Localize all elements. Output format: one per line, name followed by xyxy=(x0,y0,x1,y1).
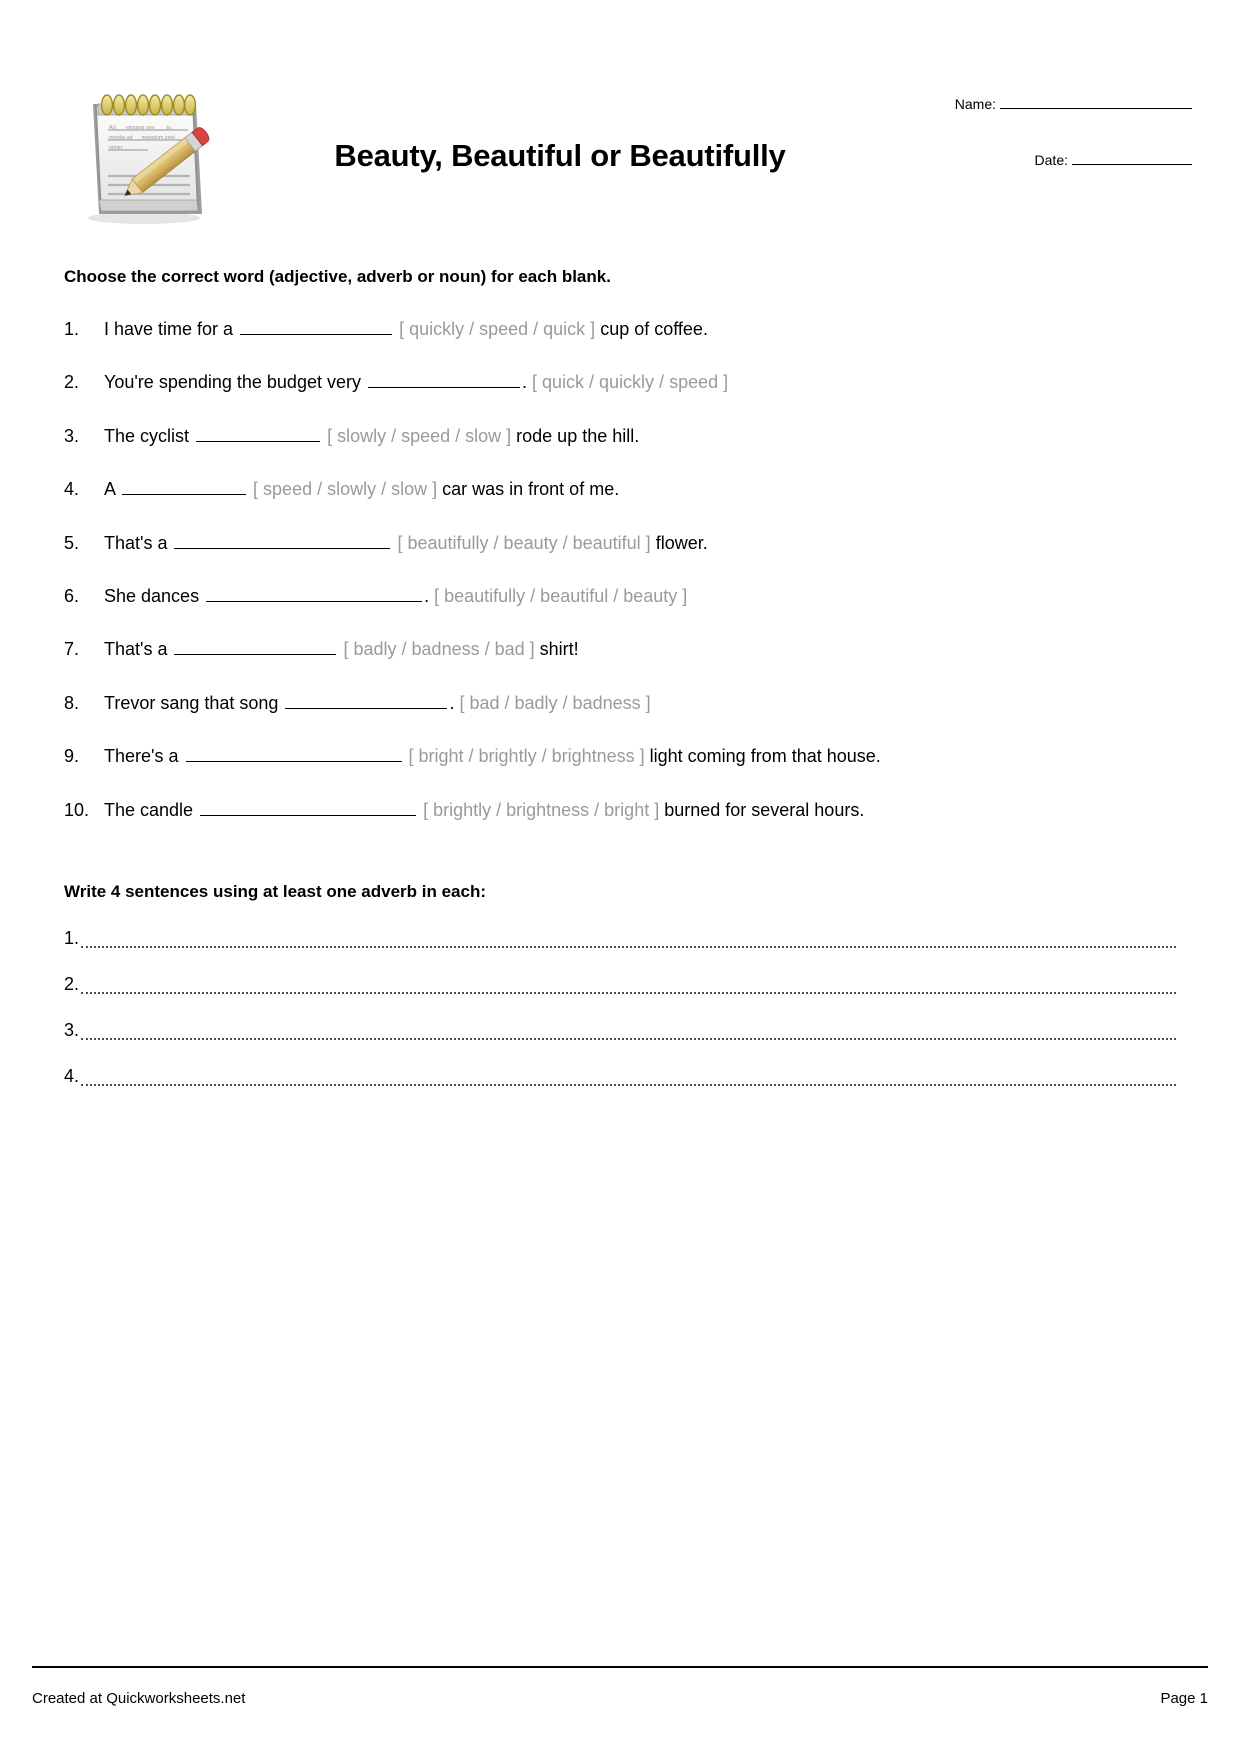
notepad-pencil-icon xyxy=(72,84,217,226)
writing-line-number: 1. xyxy=(64,928,80,948)
name-label: Name: xyxy=(954,96,996,112)
question-suffix: burned for several hours. xyxy=(664,799,865,820)
svg-text:Ad___ wimane ses ___ tu_: Ad___ wimane ses ___ tu_ xyxy=(109,125,175,131)
answer-blank[interactable] xyxy=(122,481,246,495)
question-number: 1. xyxy=(64,319,80,340)
worksheet-content xyxy=(64,266,1176,1112)
question-text xyxy=(104,585,1176,608)
question-text xyxy=(104,745,1176,768)
question-punctuation: . xyxy=(449,692,455,713)
writing-line-rule[interactable] xyxy=(81,974,1176,994)
question-suffix: flower. xyxy=(655,532,708,553)
question-text xyxy=(104,532,1176,555)
answer-options: [ brightly / brightness / bright ] xyxy=(423,799,660,820)
question-text xyxy=(104,425,1176,448)
answer-options: [ bad / badly / badness ] xyxy=(459,692,651,713)
instructions-heading: Choose the correct word (adjective, adverb or noun) for each blank. xyxy=(64,267,611,286)
question-prefix: The candle xyxy=(104,799,194,820)
question-number: 7. xyxy=(64,639,80,660)
answer-blank[interactable] xyxy=(200,802,416,816)
question-prefix: Trevor sang that song xyxy=(104,692,279,713)
answer-blank[interactable] xyxy=(206,588,422,602)
question-item xyxy=(64,692,1176,715)
writing-line-item xyxy=(64,974,1176,994)
question-text xyxy=(104,318,1176,341)
question-prefix: The cyclist xyxy=(104,425,190,446)
question-item xyxy=(64,799,1176,822)
question-text xyxy=(104,478,1176,501)
writing-line-item xyxy=(64,1066,1176,1086)
svg-text:monka ad __ messtum zest: monka ad __ messtum zest xyxy=(109,135,175,141)
writing-line-number: 4. xyxy=(64,1066,80,1086)
question-item xyxy=(64,532,1176,555)
question-number: 4. xyxy=(64,479,80,500)
answer-blank[interactable] xyxy=(285,695,447,709)
question-prefix: She dances xyxy=(104,586,200,607)
answer-options: [ speed / slowly / slow ] xyxy=(253,479,438,500)
question-item xyxy=(64,745,1176,768)
writing-line-rule[interactable] xyxy=(81,1066,1176,1086)
answer-options: [ bright / brightly / brightness ] xyxy=(408,746,645,767)
question-number: 2. xyxy=(64,372,80,393)
name-input-line[interactable] xyxy=(1000,96,1192,109)
question-number: 3. xyxy=(64,425,80,446)
question-text xyxy=(104,692,1176,715)
answer-blank[interactable] xyxy=(186,748,402,762)
question-suffix: shirt! xyxy=(539,639,579,660)
question-text xyxy=(104,638,1176,661)
footer-page-number: Page 1 xyxy=(1160,1690,1208,1707)
writing-instructions-heading: Write 4 sentences using at least one adverb in each: xyxy=(64,882,486,901)
question-item xyxy=(64,425,1176,448)
answer-blank[interactable] xyxy=(196,428,320,442)
answer-options: [ quickly / speed / quick ] xyxy=(399,319,596,340)
question-punctuation: . xyxy=(521,372,527,393)
footer-credit: Created at Quickworksheets.net xyxy=(32,1690,246,1707)
question-item xyxy=(64,638,1176,661)
question-item xyxy=(64,318,1176,341)
question-item xyxy=(64,371,1176,394)
writing-lines-list xyxy=(64,928,1176,1086)
question-punctuation: . xyxy=(424,586,430,607)
question-prefix: There's a xyxy=(104,746,179,767)
question-number: 10. xyxy=(64,799,90,820)
footer-divider xyxy=(32,1666,1208,1668)
footer-row xyxy=(32,1690,1208,1707)
page-title: Beauty, Beautiful or Beautifully xyxy=(334,138,786,173)
answer-options: [ quick / quickly / speed ] xyxy=(532,372,729,393)
writing-line-number: 3. xyxy=(64,1020,80,1040)
date-input-line[interactable] xyxy=(1072,152,1192,165)
question-prefix: That's a xyxy=(104,532,168,553)
question-prefix: You're spending the budget very xyxy=(104,372,361,393)
answer-options: [ beautifully / beauty / beautiful ] xyxy=(397,532,651,553)
question-prefix: I have time for a xyxy=(104,319,234,340)
question-suffix: car was in front of me. xyxy=(442,479,620,500)
question-number: 9. xyxy=(64,746,80,767)
answer-options: [ beautifully / beautiful / beauty ] xyxy=(434,586,688,607)
question-suffix: light coming from that house. xyxy=(649,746,881,767)
question-suffix: cup of coffee. xyxy=(600,319,708,340)
writing-line-rule[interactable] xyxy=(81,928,1176,948)
question-suffix: rode up the hill. xyxy=(516,425,640,446)
question-item xyxy=(64,585,1176,608)
date-label: Date: xyxy=(1034,152,1068,168)
question-number: 8. xyxy=(64,692,80,713)
answer-blank[interactable] xyxy=(174,535,390,549)
answer-blank[interactable] xyxy=(240,321,392,335)
date-field-row xyxy=(832,152,1192,168)
name-date-block xyxy=(832,96,1192,168)
question-number: 6. xyxy=(64,586,80,607)
answer-options: [ badly / badness / bad ] xyxy=(343,639,535,660)
question-prefix: That's a xyxy=(104,639,168,660)
answer-blank[interactable] xyxy=(368,374,520,388)
writing-line-number: 2. xyxy=(64,974,80,994)
page-footer xyxy=(32,1666,1208,1707)
name-field-row xyxy=(832,96,1192,112)
page-header xyxy=(0,0,1240,250)
svg-text:nimer ______.: nimer ______. xyxy=(109,145,144,151)
answer-options: [ slowly / speed / slow ] xyxy=(327,425,512,446)
answer-blank[interactable] xyxy=(174,641,336,655)
question-text xyxy=(104,799,1176,822)
writing-line-item xyxy=(64,1020,1176,1040)
question-prefix: A xyxy=(104,479,116,500)
writing-line-item xyxy=(64,928,1176,948)
question-item xyxy=(64,478,1176,501)
writing-line-rule[interactable] xyxy=(81,1020,1176,1040)
question-text xyxy=(104,371,1176,394)
question-list xyxy=(64,318,1176,822)
question-number: 5. xyxy=(64,532,80,553)
